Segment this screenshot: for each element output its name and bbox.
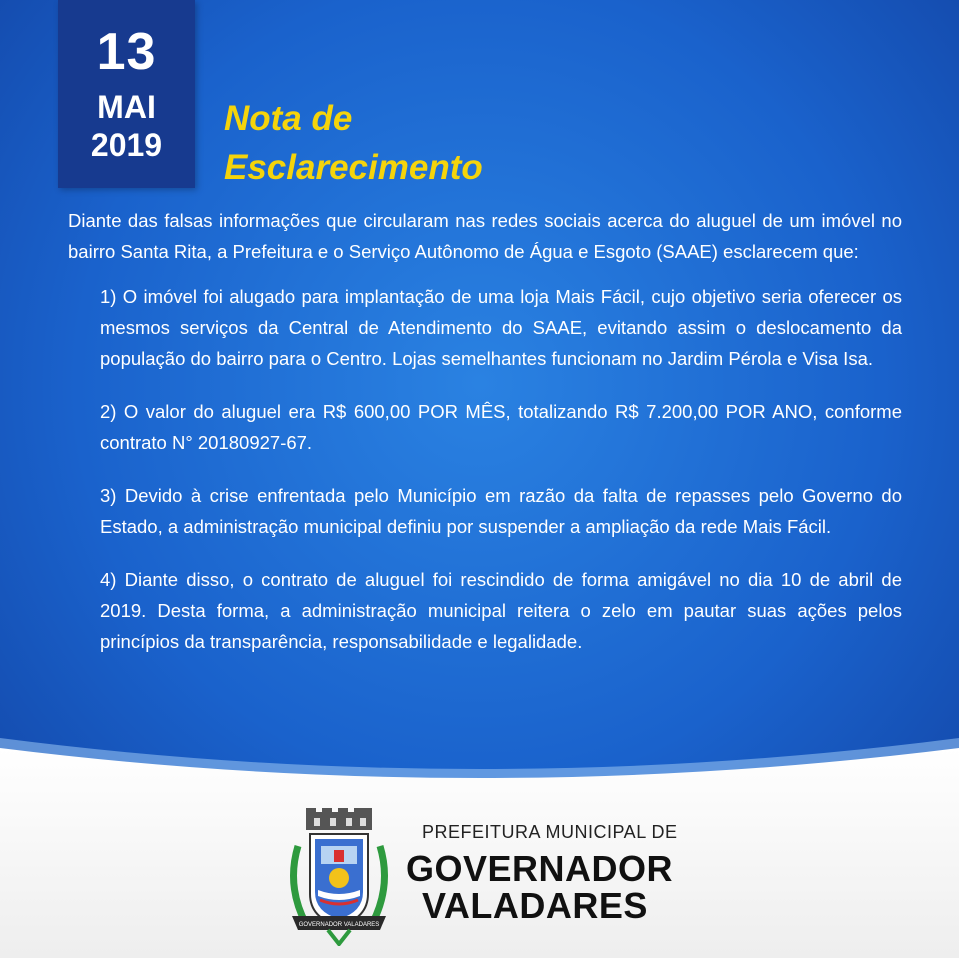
date-month: MAI [97,89,156,125]
page-title [224,94,644,192]
list-item: 2) O valor do aluguel era R$ 600,00 POR MÊS, totalizando R$ 7.200,00 POR ANO, conforme contrato N° 20180927-67. [100,401,902,453]
logo-name-line-2: VALADARES [422,885,648,926]
coat-of-arms-icon [284,806,394,946]
intro-paragraph: Diante das falsas informações que circularam nas redes sociais acerca do aluguel de um imóvel no bairro Santa Rita, a Prefeitura e o Serviço Autônomo de Água e Esgoto (SAAE) esclarecem que: [68,210,902,262]
notice-body [68,205,902,679]
title-line-1: Nota de [224,99,353,138]
logo-name-line-1: GOVERNADOR [406,848,674,889]
prefeitura-logo [284,806,684,946]
date-badge [58,0,195,188]
date-year: 2019 [90,127,163,163]
title-line-2: Esclarecimento [224,148,483,187]
list-item: 1) O imóvel foi alugado para implantação de uma loja Mais Fácil, cujo objetivo seria oferecer os mesmos serviços da Central de Atendimento do SAAE, evitando assim o deslocamento da população do bairro para o Centro. Lojas semelhantes funcionam no Jardim Pérola e Visa Isa. [100,286,902,369]
date-day: 13 [96,23,157,81]
crest-label: GOVERNADOR VALADARES [298,922,380,928]
list-item: 4) Diante disso, o contrato de aluguel foi rescindido de forma amigável no dia 10 de abril de 2019. Desta forma, a administração municipal reitera o zelo em pautar suas ações pelos princípios da transparência, responsabilidade e legalidade. [100,569,902,652]
list-item: 3) Devido à crise enfrentada pelo Município em razão da falta de repasses pelo Governo do Estado, a administração municipal definiu por suspender a ampliação da rede Mais Fácil. [100,485,902,537]
logo-top-line: PREFEITURA MUNICIPAL DE [422,822,678,842]
